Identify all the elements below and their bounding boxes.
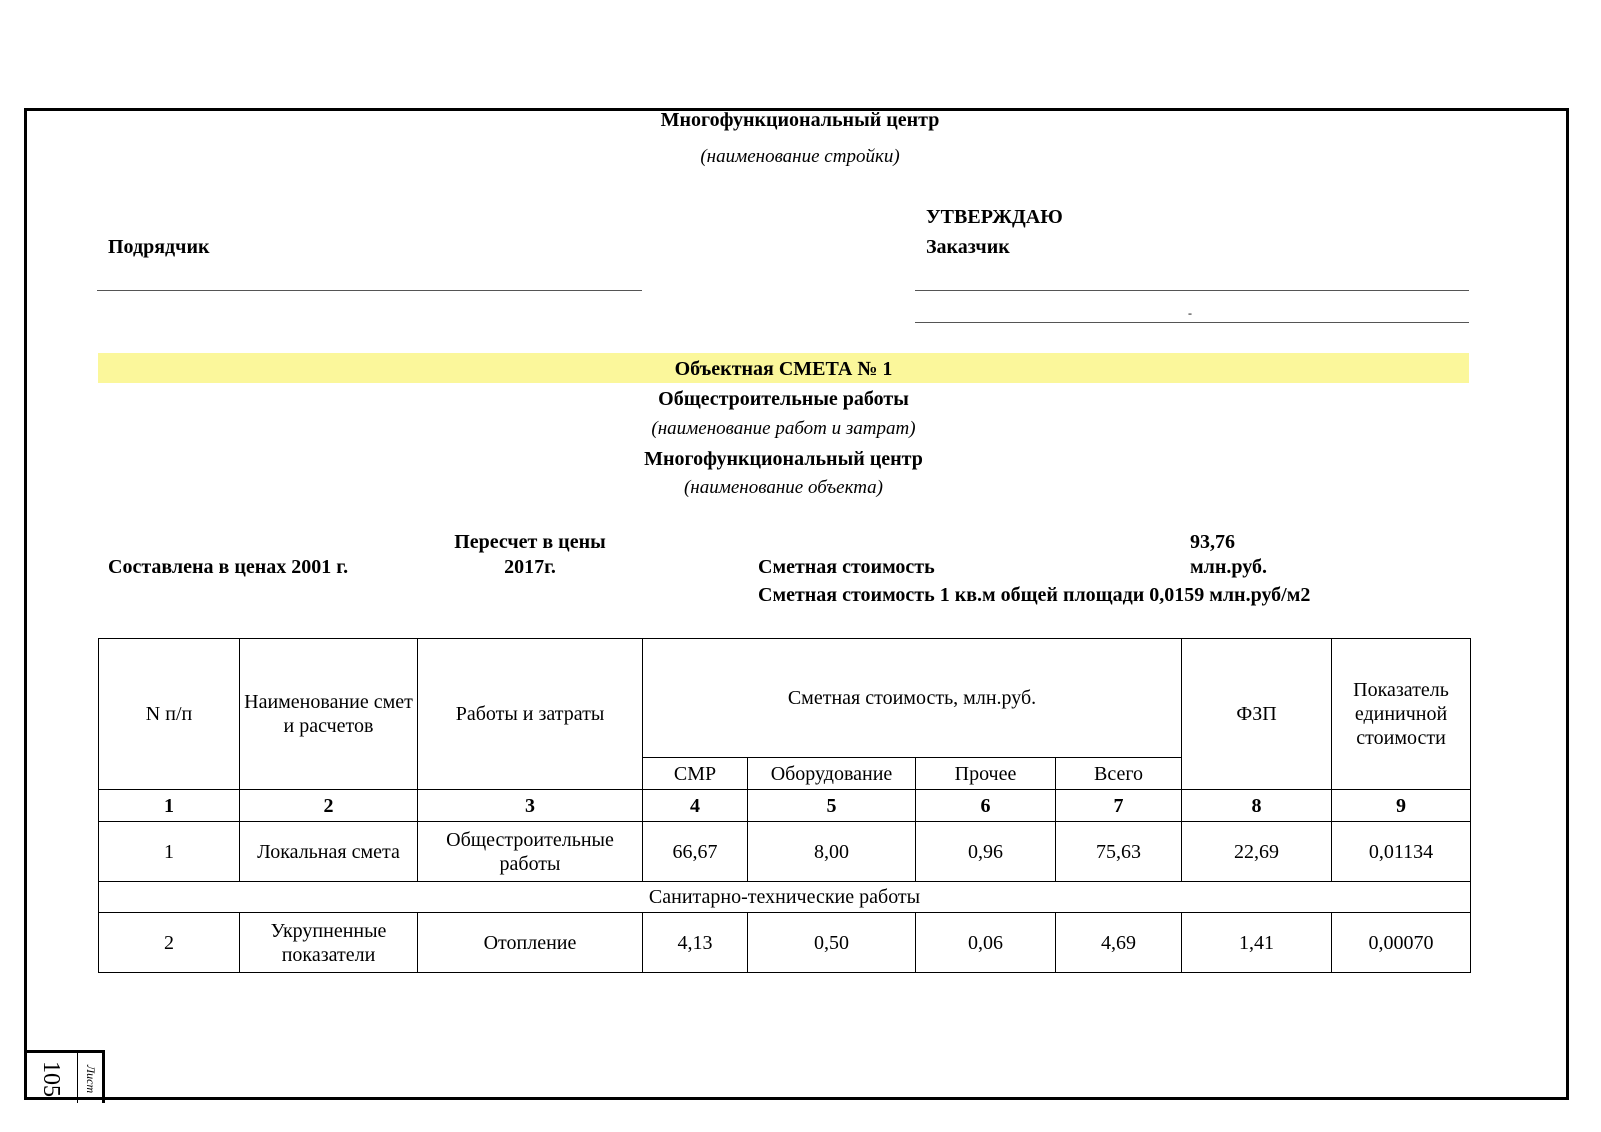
header-num: N п/п (99, 639, 240, 790)
estimate-table (98, 638, 1471, 973)
header-fzp: ФЗП (1182, 639, 1332, 790)
works-title: Общестроительные работы (658, 388, 909, 410)
section-row (99, 882, 1471, 913)
cost-unit: млн.руб. (1190, 556, 1267, 578)
construction-name: Многофункциональный центр (660, 109, 940, 131)
header-works: Работы и затраты (418, 639, 643, 790)
table-cell: Общестроительные работы (418, 822, 643, 882)
column-number-row (99, 790, 1471, 822)
table-cell: 22,69 (1182, 822, 1332, 882)
cost-per-sqm: Сметная стоимость 1 кв.м общей площади 0,0159 млн.руб/м2 (758, 584, 1311, 606)
header-name: Наименование смет и расчетов (240, 639, 418, 790)
table-cell: 0,00070 (1332, 913, 1471, 973)
customer-label: Заказчик (926, 236, 1010, 258)
col-number: 9 (1332, 790, 1471, 822)
sheet-number: 105 (38, 1061, 64, 1097)
table-cell: 1,41 (1182, 913, 1332, 973)
header-smr: СМР (643, 758, 748, 790)
recalc-label-line1: Пересчет в цены (454, 531, 606, 553)
table-cell: 75,63 (1056, 822, 1182, 882)
header-unit-cost: Показатель единичной стоимости (1332, 639, 1471, 790)
table-cell: 2 (99, 913, 240, 973)
base-prices-label: Составлена в ценах 2001 г. (108, 556, 349, 578)
table-cell: 0,06 (916, 913, 1056, 973)
table-cell: 0,01134 (1332, 822, 1471, 882)
customer-signature-line (915, 290, 1469, 291)
signature-dash: - (1188, 306, 1192, 320)
table-cell: Укрупненные показатели (240, 913, 418, 973)
table-row (99, 913, 1471, 973)
construction-caption: (наименование стройки) (700, 146, 900, 167)
table-cell: 4,69 (1056, 913, 1182, 973)
col-number: 7 (1056, 790, 1182, 822)
header-equipment: Оборудование (748, 758, 916, 790)
table-row (99, 822, 1471, 882)
contractor-label: Подрядчик (108, 236, 210, 258)
recalc-label-line2: 2017г. (504, 556, 556, 578)
sheet-stamp (24, 1050, 105, 1103)
estimate-title: Объектная СМЕТА № 1 (674, 358, 893, 380)
object-title: Многофункциональный центр (644, 448, 923, 470)
col-number: 1 (99, 790, 240, 822)
table-cell: 4,13 (643, 913, 748, 973)
sheet-label: Лист (84, 1065, 98, 1094)
table-cell: 66,67 (643, 822, 748, 882)
col-number: 5 (748, 790, 916, 822)
table-cell: Отопление (418, 913, 643, 973)
object-caption: (наименование объекта) (683, 477, 883, 498)
table-cell: 0,50 (748, 913, 916, 973)
header-other: Прочее (916, 758, 1056, 790)
contractor-signature-line (97, 290, 642, 291)
customer-signature-line-2 (915, 322, 1469, 323)
col-number: 4 (643, 790, 748, 822)
section-title: Санитарно-технические работы (99, 882, 1471, 913)
table-cell: 0,96 (916, 822, 1056, 882)
header-cost-group: Сметная стоимость, млн.руб. (643, 639, 1182, 758)
cost-label: Сметная стоимость (758, 556, 935, 578)
col-number: 6 (916, 790, 1056, 822)
works-caption: (наименование работ и затрат) (651, 418, 916, 439)
approve-label: УТВЕРЖДАЮ (926, 206, 1063, 228)
header-total: Всего (1056, 758, 1182, 790)
col-number: 2 (240, 790, 418, 822)
table-cell: 1 (99, 822, 240, 882)
stamp-divider (77, 1053, 78, 1103)
table-cell: 8,00 (748, 822, 916, 882)
cost-value: 93,76 (1190, 531, 1235, 553)
col-number: 8 (1182, 790, 1332, 822)
table-cell: Локальная смета (240, 822, 418, 882)
col-number: 3 (418, 790, 643, 822)
